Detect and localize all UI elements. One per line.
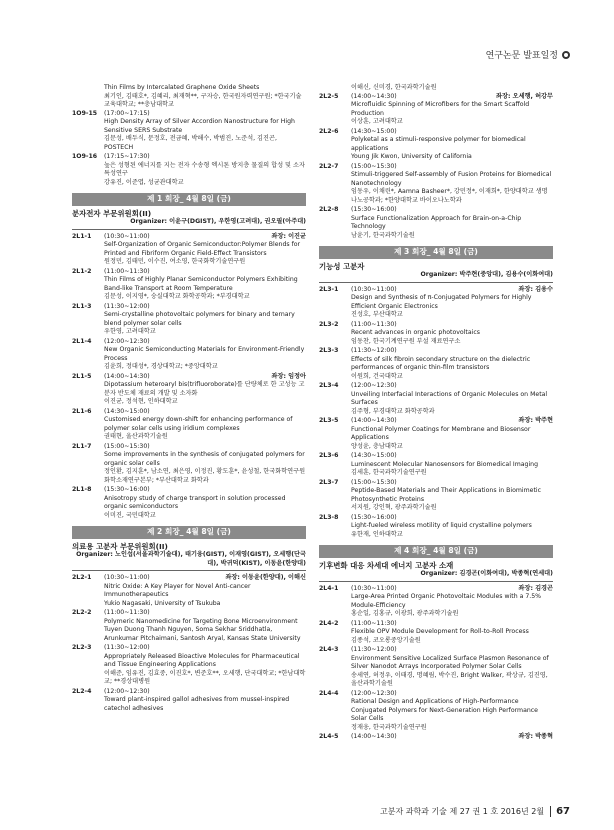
- page-number: 67: [550, 806, 570, 817]
- paper-time: (10:30~11:00): [351, 285, 397, 293]
- paper-content: [104, 233, 306, 267]
- paper-time: (17:00~17:15): [104, 109, 150, 117]
- session-items: [72, 574, 306, 713]
- paper-content: [351, 286, 553, 320]
- paper-content: [104, 443, 306, 486]
- paper-code: 2L1-5: [72, 372, 92, 380]
- paper-time: (12:00~12:30): [104, 687, 150, 695]
- paper-title: Some improvements in the synthesis of conjugated polymers for organic solar cells: [104, 451, 305, 467]
- session-4: [319, 545, 553, 742]
- paper-title: New Organic Semiconducting Materials for Environment-Friendly Process: [104, 346, 305, 362]
- paper-code: 2L2-5: [319, 92, 339, 100]
- paper-title: Flexible OPV Module Development for Roll-to-Roll Process: [351, 628, 529, 635]
- paper-time: (11:00~11:30): [104, 267, 150, 275]
- paper-authors: Yukio Nagasaki, University of Tsukuba: [104, 599, 221, 607]
- schedule-item: [72, 486, 306, 520]
- paper-time: (15:30~16:00): [351, 206, 397, 213]
- paper-authors: 이원희, 건국대학교: [351, 372, 403, 380]
- journal-info: 고분자 과학과 기술 제 27 권 1 호 2016년 2월: [380, 807, 545, 816]
- paper-time: (14:00~14:30): [351, 92, 397, 100]
- paper-authors: 진성호, 부산대학교: [351, 311, 403, 318]
- time-row: [104, 609, 306, 618]
- paper-authors: 홍순일, 김홍규, 이광희, 광주과학기술원: [351, 610, 459, 617]
- session-1: [72, 193, 306, 520]
- paper-authors: 양성윤, 충남대학교: [351, 442, 403, 450]
- paper-time: (12:00~12:30): [351, 689, 397, 697]
- time-row: [104, 688, 306, 697]
- paper-code: 2L1-8: [72, 486, 92, 493]
- schedule-item: [319, 479, 553, 513]
- paper-authors: 임동찬, 한국기계연구원 부설 재료연구소: [351, 337, 461, 345]
- schedule-item: [319, 163, 553, 206]
- time-row: [351, 417, 553, 426]
- session-2: [72, 526, 306, 713]
- paper-content: [104, 373, 306, 407]
- time-row: [351, 128, 553, 137]
- paper-authors: 유한재, 인하대학교: [351, 530, 403, 538]
- paper-code: 1O9-15: [72, 109, 98, 117]
- paper-code: 1O9-16: [72, 153, 98, 160]
- time-row: [104, 486, 306, 495]
- pre-items: [319, 93, 553, 241]
- paper-time: (15:00~15:30): [351, 478, 397, 486]
- paper-time: (11:30~12:00): [104, 302, 150, 310]
- paper-code: 2L2-6: [319, 127, 339, 135]
- time-row: [351, 286, 553, 295]
- time-row: [351, 452, 553, 461]
- paper-title: Nitric Oxide: A Key Player for Novel Anti-cancer Immunotherapeutics: [104, 582, 251, 598]
- schedule-item: [319, 128, 553, 162]
- paper-content: [351, 620, 553, 646]
- paper-title: Unveiling Interfacial Interactions of Organic Molecules on Metal Surfaces: [351, 390, 548, 406]
- session-organizer: Organizer: 노인섭(서울과학기술대), 태기융(GIST), 이재영(GIST), 오세행(단국대), 박귀덕(KIST), 이동윤(한양대): [72, 551, 306, 571]
- paper-authors: 남윤기, 한국과학기술원: [351, 231, 415, 239]
- paper-time: (14:00~14:30): [104, 372, 150, 380]
- paper-time: (14:30~15:00): [351, 452, 397, 459]
- session-organizer: Organizer: 이윤구(DGIST), 우한영(고려대), 권오필(아주대): [72, 218, 306, 230]
- paper-content: [104, 153, 306, 187]
- schedule-item: [72, 373, 306, 407]
- time-row: [104, 268, 306, 277]
- paper-code: 2L1-6: [72, 407, 92, 415]
- time-row: [104, 408, 306, 417]
- paper-authors: Tuyen Duong Thanh Nguyen, Soma Sekhar Sriddhatla, Arunkumar Pitchaimani, Santosh Aryal, Kansas State University: [104, 626, 301, 642]
- paper-code: 2L3-3: [319, 347, 339, 354]
- session-chair: 좌장: 오세행, 허강무: [496, 92, 553, 100]
- schedule-item: [72, 644, 306, 687]
- paper-code: 2L2-1: [72, 574, 92, 581]
- paper-code: 2L1-1: [72, 232, 92, 240]
- paper-title: Toward plant-inspired gallol adhesives from mussel-inspired catechol adhesives: [104, 696, 290, 712]
- session-organizer: Organizer: 박주현(중앙대), 김용수(이화여대): [319, 271, 553, 283]
- paper-authors: 임동우, 이채린*, Aamna Basheer*, 강민정*, 이재희*, 한양대학교 생명나노공학과; *한양대학교 바이오나노학과: [351, 188, 548, 204]
- time-row: [104, 338, 306, 347]
- paper-content: [351, 585, 553, 619]
- session-banner: 제 3 회장_ 4월 8일 (금): [319, 246, 553, 259]
- paper-code: 2L4-1: [319, 584, 339, 592]
- time-row: [104, 373, 306, 382]
- paper-title: Stimuli-triggered Self-assembly of Fusion Proteins for Biomedical Nanotechnology: [351, 171, 552, 187]
- paper-authors: 김세훈, 한국과학기술연구원: [351, 469, 427, 476]
- paper-content: [104, 268, 306, 302]
- schedule-item: [72, 153, 306, 187]
- paper-time: (15:00~15:30): [104, 442, 150, 450]
- paper-code: 2L3-8: [319, 513, 339, 521]
- continued-entry: [319, 84, 553, 93]
- time-row: [104, 153, 306, 162]
- paper-content: [351, 347, 553, 381]
- time-row: [351, 321, 553, 330]
- schedule-item: [319, 452, 553, 478]
- paper-code: 2L2-8: [319, 206, 339, 213]
- paper-title: Environment Sensitive Localized Surface Plasmon Resonance of Silver Nanodot Arrays Incorporated Polymer Solar Cells: [351, 654, 549, 670]
- paper-title: Rational Design and Applications of High-Performance Conjugated Polymers for Next-Generation High Performance Solar Cells: [351, 698, 538, 722]
- paper-time: (11:00~11:30): [351, 320, 397, 328]
- schedule-item: [319, 646, 553, 689]
- continued-entry: [72, 84, 306, 110]
- paper-time: (12:00~12:30): [104, 337, 150, 345]
- paper-content: [351, 163, 553, 206]
- paper-code: 2L2-2: [72, 609, 92, 616]
- time-row: [351, 347, 553, 356]
- paper-authors: 김종석, 코오롱중앙기술원: [351, 636, 421, 644]
- paper-time: (15:30~16:00): [104, 486, 150, 493]
- session-banner: 제 2 회장_ 4월 8일 (금): [72, 526, 306, 539]
- paper-title: Thin Films of Highly Planar Semiconductor Polymers Exhibiting Band-like Transport at Room Temperature: [104, 276, 298, 292]
- paper-title: Effects of silk fibroin secondary structure on the dielectric performances of organic thin-film transistors: [351, 355, 531, 371]
- paper-code: 2L3-7: [319, 478, 339, 486]
- schedule-item: [319, 347, 553, 381]
- paper-code: 2L3-2: [319, 320, 339, 328]
- session-chair: 좌장: 이진균: [271, 232, 306, 240]
- time-row: [351, 620, 553, 629]
- paper-content: [351, 479, 553, 513]
- paper-content: [351, 733, 553, 742]
- schedule-item: [319, 93, 553, 127]
- paper-content: [351, 514, 553, 540]
- paper-title: Anisotropy study of charge transport in solution processed organic semiconductors: [104, 494, 286, 510]
- paper-code: 2L4-4: [319, 689, 339, 697]
- session-items: [319, 585, 553, 742]
- paper-authors: 김주형, 부경대학교 화학공학과: [351, 407, 435, 415]
- paper-content: [104, 609, 306, 643]
- schedule-item: [72, 609, 306, 643]
- paper-time: (14:30~15:00): [104, 407, 150, 415]
- paper-content: [351, 690, 553, 733]
- page-footer: [380, 806, 570, 817]
- header-title: 연구논문 발표일정: [485, 51, 558, 61]
- schedule-item: [72, 233, 306, 267]
- paper-content: [104, 644, 306, 687]
- time-row: [104, 574, 306, 583]
- paper-time: (15:00~15:30): [351, 162, 397, 170]
- paper-content: [351, 417, 553, 451]
- paper-content: [351, 128, 553, 162]
- paper-authors: Young Jik Kwon, University of California: [351, 153, 472, 160]
- paper-code: 2L2-7: [319, 162, 339, 170]
- paper-title: High Density Array of Silver Accordion Nanostructure for High Sensitive SERS Substrate: [104, 118, 295, 134]
- schedule-item: [319, 585, 553, 619]
- time-row: [104, 110, 306, 119]
- paper-content: [351, 321, 553, 347]
- session-chair: 좌장: 이동윤(한양대), 이해신: [225, 574, 306, 581]
- circle-icon: [562, 51, 570, 59]
- paper-time: (10:30~11:00): [351, 584, 397, 592]
- paper-code: 2L1-3: [72, 302, 92, 310]
- paper-authors: 우한영, 고려대학교: [104, 328, 156, 335]
- paper-authors: 이상훈, 고려대학교: [351, 118, 403, 125]
- session-3: [319, 246, 553, 539]
- paper-title: Polymeric Nanomedicine for Targeting Bone Microenvironment: [104, 617, 298, 625]
- session-title: 분자전자 부문위원회(II): [72, 208, 152, 218]
- paper-title: Large-Area Printed Organic Photovoltaic Modules with a 7.5% Module-Efficiency: [351, 593, 542, 609]
- paper-title: Luminescent Molecular Nanosensors for Biomedical Imaging: [351, 460, 539, 468]
- paper-content: [104, 688, 306, 714]
- time-row: [351, 93, 553, 102]
- session-chair: 좌장: 임정아: [271, 372, 306, 380]
- paper-content: [104, 110, 306, 153]
- time-row: [104, 303, 306, 312]
- time-row: [351, 206, 553, 215]
- paper-content: [351, 93, 553, 127]
- paper-code: 2L2-3: [72, 644, 92, 651]
- session-chair: 좌장: 박종혁: [518, 733, 553, 740]
- paper-time: (15:30~16:00): [351, 513, 397, 521]
- continued-line: 최기인, 김태호*, 김혜리, 최재혁**, 구자승, 한국원자력연구원; *한국기술교육대학교; **충남대학교: [104, 92, 302, 108]
- paper-time: (11:30~12:00): [351, 347, 397, 354]
- paper-time: (14:30~15:00): [351, 127, 397, 135]
- time-row: [351, 163, 553, 172]
- paper-content: [104, 338, 306, 372]
- paper-authors: 강유진, 이준엽, 성균관대학교: [104, 178, 184, 186]
- paper-title: Dipotassium heteroaryl bis(trifluoroborate)를 단량체로 한 고성능 고분자 반도체 재료의 개발 및 소자화: [104, 381, 305, 397]
- paper-title: Self-Organization of Organic Semiconductor:Polymer Blends for Printed and Fibriform Organic Field-Effect Transistors: [104, 241, 301, 257]
- schedule-item: [72, 110, 306, 153]
- time-row: [351, 733, 553, 742]
- paper-code: 2L3-5: [319, 417, 339, 424]
- paper-code: 2L1-7: [72, 442, 92, 450]
- paper-title: 높은 성형된 에너지를 지는 전자 수송형 엑시톤 방지층 물질의 합성 및 소자특성연구: [104, 161, 305, 177]
- paper-code: 2L2-4: [72, 687, 92, 695]
- paper-title: Semi-crystalline photovoltaic polymers for binary and ternary blend polymer solar cells: [104, 311, 295, 327]
- paper-authors: 김문성, 이지영*, 숭실대학교 화학공학과; *부경대학교: [104, 293, 250, 300]
- session-chair: 좌장: 김경곤: [518, 584, 553, 592]
- paper-authors: 원정민, 김태민, 이수진, 여소영, 한국화학기술연구원: [104, 258, 246, 265]
- time-row: [104, 644, 306, 653]
- paper-title: Microfluidic Spinning of Microfibers for the Smart Scaffold Production: [351, 101, 530, 117]
- right-column: [319, 84, 553, 743]
- paper-time: (11:30~12:00): [351, 646, 397, 653]
- session-banner: 제 4 회장_ 4월 8일 (금): [319, 545, 553, 558]
- paper-time: (10:30~11:00): [104, 232, 150, 240]
- schedule-item: [72, 688, 306, 714]
- schedule-item: [319, 620, 553, 646]
- pre-items: [72, 110, 306, 188]
- paper-code: 2L4-3: [319, 646, 339, 653]
- paper-authors: 서지원, 강인혁, 광주과학기술원: [351, 504, 437, 511]
- paper-title: Design and Synthesis of π-Conjugated Polymers for Highly Efficient Organic Electronics: [351, 294, 532, 310]
- paper-code: 2L1-2: [72, 267, 92, 275]
- schedule-item: [72, 338, 306, 372]
- schedule-item: [319, 382, 553, 416]
- time-row: [351, 690, 553, 699]
- paper-content: [104, 303, 306, 337]
- time-row: [104, 233, 306, 242]
- time-row: [351, 514, 553, 523]
- schedule-item: [72, 268, 306, 302]
- session-title: 의료용 고분자 부문위원회(II): [72, 541, 168, 551]
- paper-title: Appropriately Released Bioactive Molecules for Pharmaceutical and Tissue Engineering Applications: [104, 652, 300, 668]
- session-banner: 제 1 회장_ 4월 8일 (금): [72, 193, 306, 206]
- paper-time: (11:00~11:30): [104, 609, 150, 616]
- paper-time: (11:30~12:00): [104, 644, 150, 651]
- paper-authors: 김문성, 배두식, 문정호, 전금혜, 박해수, 박범진, 노준석, 김진곤, POSTECH: [104, 135, 277, 151]
- time-row: [351, 646, 553, 655]
- schedule-item: [72, 574, 306, 608]
- paper-title: Recent advances in organic photovoltaics: [351, 329, 480, 336]
- paper-title: Customised energy down-shift for enhancing performance of polymer solar cells using iridium complexes: [104, 416, 293, 432]
- paper-code: 2L3-6: [319, 452, 339, 459]
- paper-code: 2L4-5: [319, 733, 339, 740]
- schedule-item: [319, 286, 553, 320]
- paper-content: [351, 382, 553, 416]
- paper-time: (14:00~14:30): [351, 417, 397, 424]
- schedule-item: [319, 733, 553, 742]
- paper-authors: 권태현, 울산과학기술원: [104, 433, 168, 440]
- paper-content: [104, 574, 306, 608]
- paper-authors: 김윤희, 정대성*, 경상대학교; *중앙대학교: [104, 363, 218, 370]
- schedule-item: [72, 443, 306, 486]
- paper-title: Light-fueled wireless motility of liquid crystalline polymers: [351, 522, 532, 529]
- paper-authors: 정인환, 김지훈*, 남소연, 최은영, 이정진, 황도훈*, 윤성철, 한국화학연구원 화학소재연구본부; *부산대학교 화학과: [104, 468, 306, 484]
- page-header: [486, 48, 570, 61]
- paper-content: [104, 486, 306, 520]
- schedule-item: [319, 321, 553, 347]
- paper-authors: 송세연, 허정우, 이태경, 명혜림, 박수진, Bright Walker, 곽상규, 김진영, 울산과학기술원: [351, 671, 548, 687]
- time-row: [351, 479, 553, 488]
- continued-line: 이해신, 신미경, 한국과학기술원: [351, 84, 437, 91]
- session-title: 기후변화 대응 차세대 에너지 고분자 소재: [319, 560, 454, 570]
- session-chair: 좌장: 박주현: [518, 417, 553, 424]
- session-title: 기능성 고분자: [319, 261, 365, 271]
- session-items: [319, 286, 553, 540]
- paper-time: (17:15~17:30): [104, 153, 150, 160]
- schedule-item: [319, 417, 553, 451]
- paper-content: [351, 452, 553, 478]
- paper-time: (14:00~14:30): [351, 733, 397, 740]
- session-chair: 좌장: 김용수: [518, 285, 553, 293]
- paper-time: (11:00~11:30): [351, 619, 397, 627]
- paper-title: Functional Polymer Coatings for Membrane and Biosensor Applications: [351, 425, 531, 441]
- paper-authors: 이해준, 임유진, 김효중, 이진호*, 변준호**, 오세행, 단국대학교; *한남대학교; **경상대병원: [104, 669, 306, 685]
- paper-code: 2L1-4: [72, 337, 92, 345]
- paper-time: (10:30~11:00): [104, 574, 150, 581]
- schedule-item: [72, 303, 306, 337]
- time-row: [351, 585, 553, 594]
- paper-code: 2L3-1: [319, 285, 339, 293]
- schedule-item: [319, 690, 553, 733]
- time-row: [351, 382, 553, 391]
- session-items: [72, 233, 306, 521]
- paper-code: 2L3-4: [319, 382, 339, 389]
- time-row: [104, 443, 306, 452]
- left-column: [72, 84, 306, 714]
- paper-content: [104, 408, 306, 442]
- schedule-item: [319, 206, 553, 240]
- paper-title: Surface Functionalization Approach for Brain-on-a-Chip Technology: [351, 214, 522, 230]
- continued-line: Thin Films by Intercalated Graphene Oxide Sheets: [104, 84, 260, 91]
- paper-authors: 이미진, 국민대학교: [104, 511, 156, 519]
- schedule-item: [319, 514, 553, 540]
- paper-time: (12:00~12:30): [351, 382, 397, 389]
- paper-title: Polyketal as a stimuli-responsive polymer for biomedical applications: [351, 136, 526, 152]
- paper-authors: 정재웅, 한국과학기술연구원: [351, 723, 427, 731]
- schedule-item: [72, 408, 306, 442]
- paper-title: Peptide-Based Materials and Their Applications in Biomimetic Photosynthetic Proteins: [351, 487, 542, 503]
- paper-content: [351, 206, 553, 240]
- paper-code: 2L4-2: [319, 619, 339, 627]
- paper-content: [351, 646, 553, 689]
- session-organizer: Organizer: 김경곤(이화여대), 박종혁(연세대): [319, 570, 553, 582]
- paper-authors: 이진균, 정석현, 인하대학교: [104, 398, 178, 405]
